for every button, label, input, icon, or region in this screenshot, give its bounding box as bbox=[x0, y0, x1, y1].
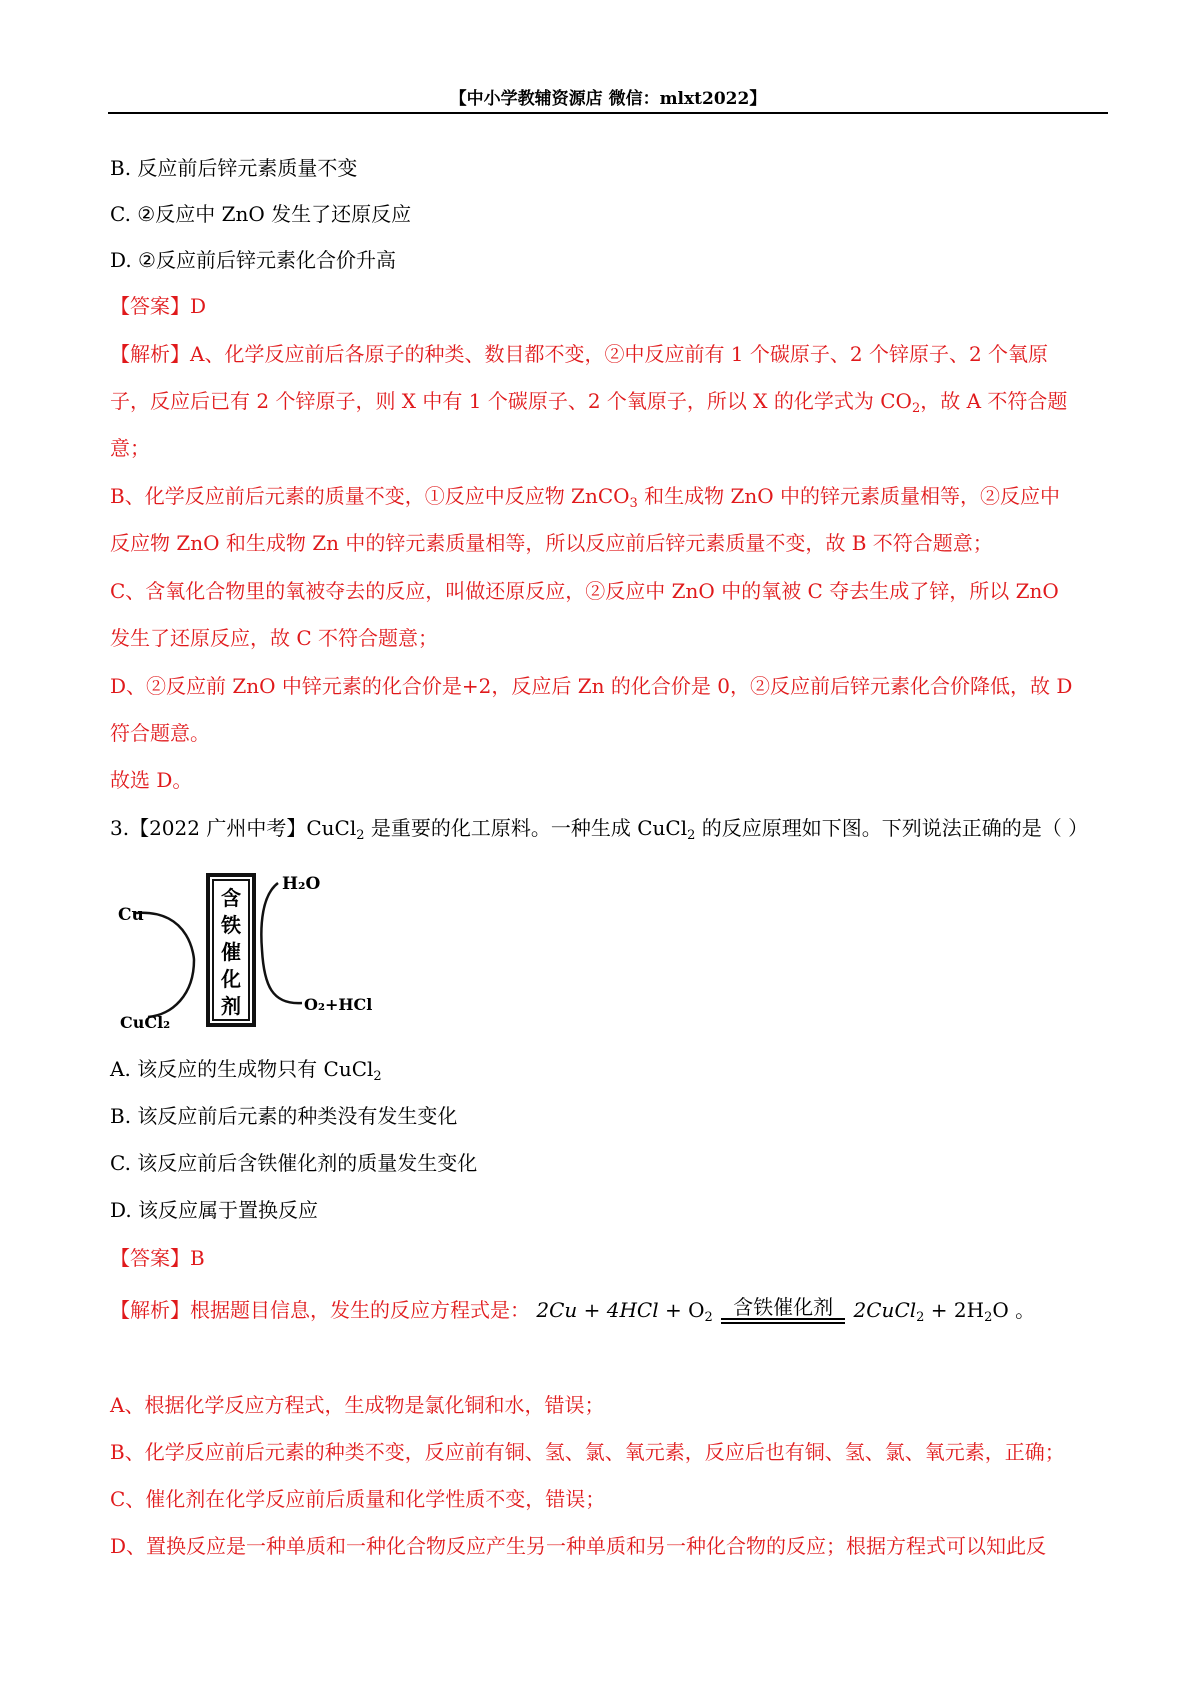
q3-explanation-b: B、化学反应前后元素的种类不变，反应前有铜、氢、氯、氧元素，反应后也有铜、氢、氯、氧元素，正确； bbox=[110, 1440, 1065, 1464]
question-3-stem: 3.【2022 广州中考】CuCl$_2$ 是重要的化工原料。一种生成 CuCl$_2$ 的反应原理如下图。下列说法正确的是（ ） bbox=[110, 816, 1089, 843]
q3-option-a: A. 该反应的生成物只有 CuCl$_2$ bbox=[110, 1057, 382, 1084]
label-cu: Cu bbox=[118, 905, 144, 925]
explanation-b-line1: B、化学反应前后元素的质量不变，①反应中反应物 ZnCO$_3$ 和生成物 ZnO 中的锌元素质量相等，②反应中 bbox=[110, 484, 1061, 511]
explanation-a-line3: 意； bbox=[110, 436, 150, 460]
answer-q2: 【答案】D bbox=[110, 294, 207, 318]
reaction-diagram-svg bbox=[112, 865, 372, 1035]
conclusion-q2: 故选 D。 bbox=[110, 768, 193, 792]
left-arc bbox=[136, 913, 194, 1017]
catalyst-char-1: 含 bbox=[221, 886, 241, 910]
q3-explanation-a: A、根据化学反应方程式，生成物是氯化铜和水，错误； bbox=[110, 1393, 605, 1417]
explanation-c-line1: C、含氧化合物里的氧被夺去的反应，叫做还原反应，②反应中 ZnO 中的氧被 C 夺去生成了锌，所以 ZnO bbox=[110, 579, 1059, 603]
explanation-d-line1: D、②反应前 ZnO 中锌元素的化合价是+2，反应后 Zn 的化合价是 0，②反应前后锌元素化合价降低，故 D bbox=[110, 674, 1073, 698]
answer-q3: 【答案】B bbox=[110, 1246, 205, 1270]
q3-option-d: D. 该反应属于置换反应 bbox=[110, 1198, 319, 1222]
catalyst-char-4: 化 bbox=[221, 967, 241, 991]
q3-option-b: B. 该反应前后元素的种类没有发生变化 bbox=[110, 1104, 458, 1128]
explanation-d-line2: 符合题意。 bbox=[110, 721, 210, 745]
equation-catalyst-arrow: 含铁催化剂 bbox=[721, 1296, 845, 1332]
catalyst-char-5: 剂 bbox=[221, 994, 241, 1018]
explanation-a-line1: 【解析】A、化学反应前后各原子的种类、数目都不变，②中反应前有 1 个碳原子、2 个锌原子、2 个氧原 bbox=[110, 342, 1049, 366]
header-rule bbox=[108, 112, 1108, 114]
q3-explanation-d: D、置换反应是一种单质和一种化合物反应产生另一种单质和另一种化合物的反应；根据方程式可以知此反 bbox=[110, 1534, 1047, 1558]
q3-explanation-c: C、催化剂在化学反应前后质量和化学性质不变，错误； bbox=[110, 1487, 606, 1511]
option-c: C. ②反应中 ZnO 发生了还原反应 bbox=[110, 202, 412, 226]
chemical-equation: $2Cu + 4HCl + O_2$ 含铁催化剂 2CuCl$_2$ + $2H_2O$ 。 bbox=[536, 1298, 1035, 1322]
explanation-b-line2: 反应物 ZnO 和生成物 Zn 中的锌元素质量相等，所以反应前后锌元素质量不变，故 B 不符合题意； bbox=[110, 531, 993, 555]
catalyst-char-2: 铁 bbox=[221, 913, 241, 937]
q3-option-c: C. 该反应前后含铁催化剂的质量发生变化 bbox=[110, 1151, 478, 1175]
explanation-a-line2: 子，反应后已有 2 个锌原子，则 X 中有 1 个碳原子、2 个氧原子，所以 X 的化学式为 $CO_2$，故 A 不符合题 bbox=[110, 389, 1068, 416]
q3-explanation-intro: 【解析】根据题目信息，发生的反应方程式是： $2Cu + 4HCl + O_2$ 含铁催化剂 2CuCl$_2$ + $2H_2O$ 。 bbox=[110, 1296, 1035, 1332]
label-cucl2: CuCl₂ bbox=[120, 1013, 171, 1032]
page-header: 【中小学教辅资源店 微信：mlxt2022】 bbox=[449, 89, 767, 109]
option-b: B. 反应前后锌元素质量不变 bbox=[110, 156, 358, 180]
label-h2o: H₂O bbox=[282, 874, 321, 894]
label-o2-hcl: O₂+HCl bbox=[304, 995, 372, 1014]
catalyst-char-3: 催 bbox=[221, 940, 241, 964]
reaction-diagram bbox=[112, 865, 372, 1035]
right-arc bbox=[261, 883, 302, 1003]
option-d: D. ②反应前后锌元素化合价升高 bbox=[110, 248, 396, 272]
explanation-c-line2: 发生了还原反应，故 C 不符合题意； bbox=[110, 626, 439, 650]
